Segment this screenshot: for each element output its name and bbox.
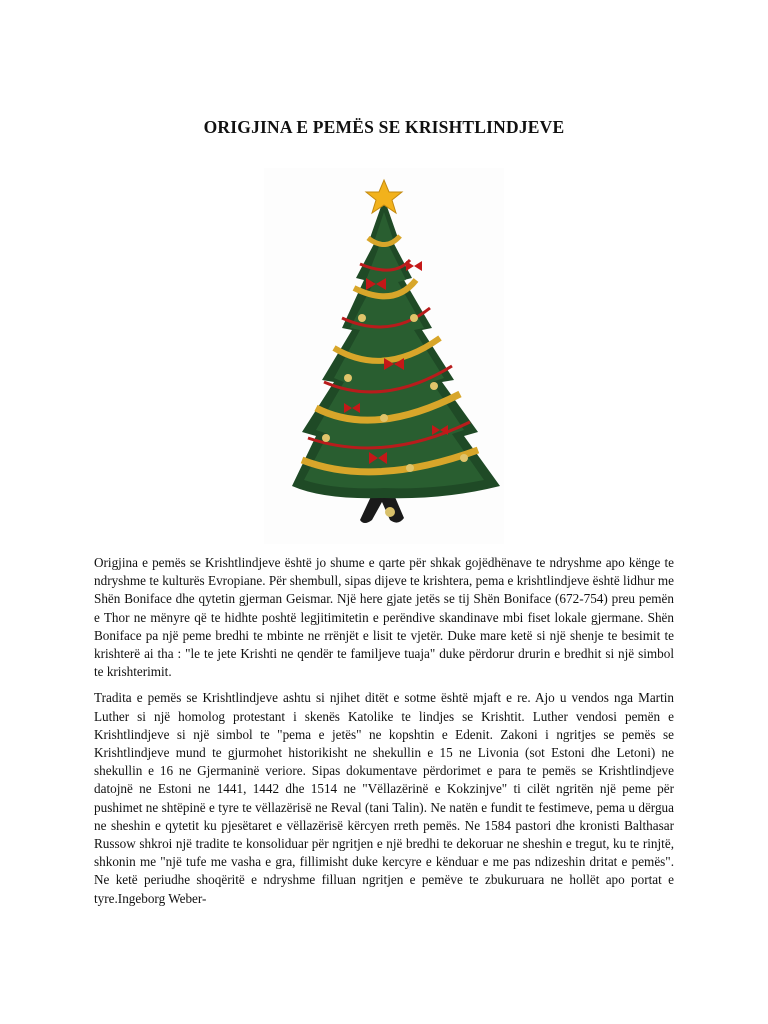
christmas-tree-icon: [264, 168, 504, 544]
paragraph-1: Origjina e pemës se Krishtlindjeve është jo shume e qarte për shkak gojëdhënave te ndryshme apo kënge te ndryshme te kulturës Evropiane. Për shembull, sipas dijeve te krishtera, pema e krishtlindjeve është lidhur me Shën Boniface dhe qytetin gjerman Geismar. Një here gjate jetës se tij Shën Boniface (672-754) preu pemën e Thor ne mënyre që te hidhte poshtë legjitimitetin e perëndive skandinave mbi fiset lokale gjermane. Shën Boniface pa një peme bredhi te mbinte ne rrënjët e lisit te vjetër. Duke mare ketë si një shenje te besimit te krishterë ai tha : "le te jete Krishti ne qendër te familjeve tuaja" duke përdorur drurin e bredhit si një simbol te krishterimit.: [94, 555, 674, 680]
document-title: ORIGJINA E PEMËS SE KRISHTLINDJEVE: [203, 117, 565, 137]
document-body: [94, 554, 674, 916]
paragraph-2: Tradita e pemës se Krishtlindjeve ashtu si njihet ditët e sotme është mjaft e re. Ajo u vendos nga Martin Luther si një homolog protestant i skenës Katolike te lindjes se Krishtit. Luther vendosi pemën e Krishtlindjeve si një simbol te "pema e jetës" ne kopshtin e Edenit. Zakoni i ngritjes se pemës se Krishtlindjeve mund te gjurmohet historikisht ne shekullin e 15 ne Livonia (sot Estoni dhe Letoni) ne shekullin e 16 ne Gjermaninë veriore. Sipas dokumentave përdorimet e para te pemës se Krishtlindjeve datojnë ne Estoni ne 1441, 1442 dhe 1514 ne "Vëllazërinë e Kokzinjve" ti cilët ngritën një peme për pushimet ne shtëpinë e tyre te vëllazërisë ne Reval (tani Talin). Ne natën e fundit te festimeve, pema u dërgua ne sheshin e qytetit ku pjesëtaret e vëllazërisë kërcyen rreth pemës. Ne 1584 pastori dhe kronisti Balthasar Russow shkroi një tradite te konsoliduar për ngritjen e një bredhi te dekoruar ne sheshin e tregut, ku te rinjtë, shkonin me "një tufe me vasha e gra, fillimisht duke kercyre e kënduar e me pas ndizeshin dritat e pemës". Ne ketë periudhe shoqëritë e ndryshme filluan ngritjen e pemëve te zbukuruara ne hollët apo portat e tyre.Ingeborg Weber-: [94, 690, 674, 906]
christmas-tree-figure: [264, 168, 504, 544]
